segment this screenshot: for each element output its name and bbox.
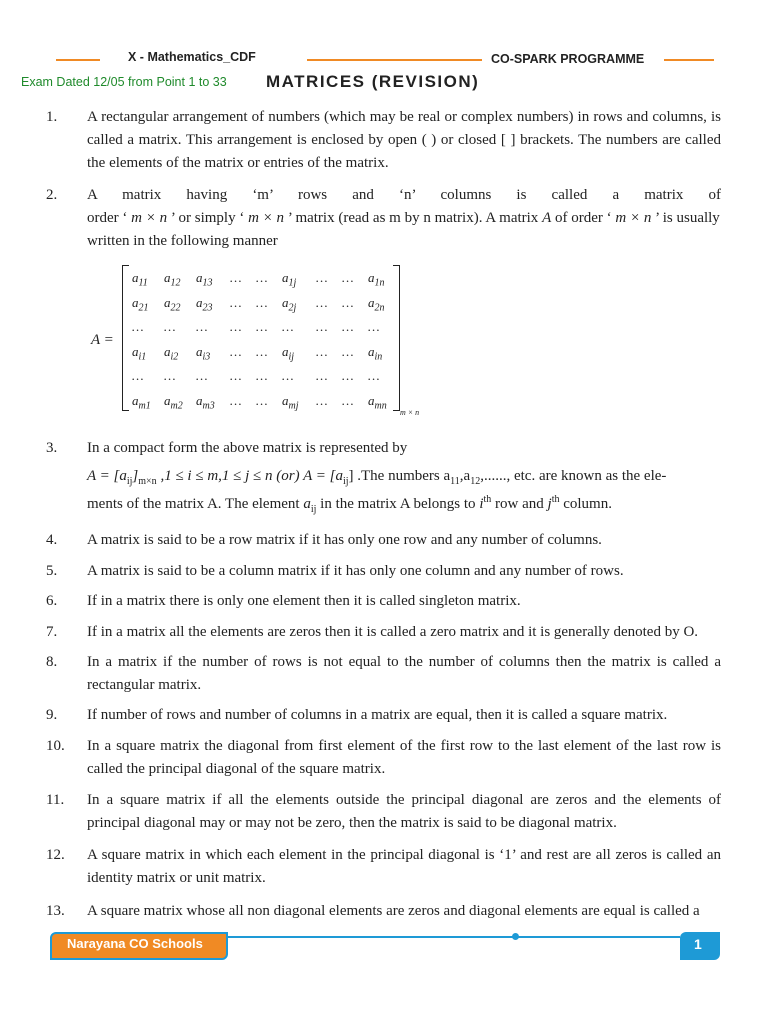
matrix-cell: …	[164, 368, 176, 383]
page-title: MATRICES (REVISION)	[266, 72, 480, 91]
matrix-cell: …	[230, 319, 242, 334]
matrix-cell: $a_{23}$	[196, 294, 213, 314]
matrix-cell: …	[342, 392, 354, 408]
matrix-cell: …	[256, 319, 268, 334]
matrix-cell: …	[230, 294, 242, 310]
matrix-bracket-left	[122, 265, 129, 411]
matrix-cell: …	[282, 368, 294, 383]
matrix-cell: …	[230, 392, 242, 408]
matrix-lhs: A =	[91, 332, 114, 348]
matrix-cell: …	[316, 319, 328, 334]
item-number: 5.	[46, 563, 58, 579]
matrix-cell: …	[196, 319, 208, 334]
matrix-row	[132, 368, 392, 392]
footer-label: Narayana CO Schools	[67, 936, 203, 951]
matrix-cell: $a_{m3}$	[196, 392, 215, 412]
matrix-cell: …	[316, 343, 328, 359]
header-rule-middle	[307, 59, 482, 61]
matrix-cell: $a_{i3}$	[196, 343, 211, 363]
page-footer	[0, 926, 768, 966]
item-text: In a square matrix if all the elements outside the principal diagonal are zeros and the elements of principal diagonal may or may not be zero, then the matrix is said to be diagonal matrix.	[87, 792, 721, 831]
matrix-cell: $a_{mj}$	[282, 392, 299, 412]
matrix-cell: $a_{m1}$	[132, 392, 151, 412]
item-line: A matrix having ‘m’ rows and ‘n’ columns is called a matrix of	[87, 187, 721, 203]
item-text: In a matrix if the number of rows is not equal to the number of columns then the matrix is called a rectangular matrix.	[87, 654, 721, 693]
matrix-cell: $a_{2j}$	[282, 294, 297, 314]
matrix-cell: …	[230, 343, 242, 359]
general-matrix	[88, 262, 428, 422]
item-number: 7.	[46, 624, 58, 640]
matrix-cell: $a_{11}$	[132, 270, 148, 289]
item-text: A square matrix whose all non diagonal elements are zeros and diagonal elements are equal is called a	[87, 903, 700, 919]
item-line: order ‘ m × n ’ or simply ‘ m × n ’ matrix (read as m by n matrix). A matrix A of order ‘ m × n ’ is usually	[87, 210, 720, 226]
matrix-cell: $a_{21}$	[132, 294, 149, 314]
footer-rule	[228, 936, 680, 938]
item-text: If number of rows and number of columns in a matrix are equal, then it is called a square matrix.	[87, 707, 668, 723]
matrix-cell: …	[132, 319, 144, 334]
matrix-cell: …	[342, 294, 354, 310]
matrix-cell: …	[196, 368, 208, 383]
item-number: 1.	[46, 109, 58, 125]
matrix-row	[132, 270, 392, 294]
item-number: 10.	[46, 738, 65, 754]
item-number: 6.	[46, 593, 58, 609]
matrix-cell: …	[342, 319, 354, 334]
matrix-bracket-right	[393, 265, 400, 411]
item-line: written in the following manner	[87, 233, 278, 249]
matrix-cell: …	[256, 294, 268, 310]
matrix-cell: $a_{m2}$	[164, 392, 183, 412]
item-number: 13.	[46, 903, 65, 919]
item-line: In a compact form the above matrix is represented by	[87, 440, 408, 456]
matrix-cell: $a_{in}$	[368, 343, 383, 363]
item-text: If in a matrix there is only one element then it is called singleton matrix.	[87, 593, 521, 609]
header-rule-right	[664, 59, 714, 61]
item-number: 3.	[46, 440, 58, 456]
item-number: 8.	[46, 654, 58, 670]
matrix-row	[132, 295, 392, 319]
matrix-cell: …	[342, 368, 354, 383]
item-text: In a square matrix the diagonal from first element of the first row to the last element of the last row is called the principal diagonal of the square matrix.	[87, 738, 721, 777]
matrix-cell: …	[256, 270, 268, 285]
header-programme: CO-SPARK PROGRAMME	[491, 52, 645, 66]
item-text	[87, 437, 721, 516]
header-rule-left	[56, 59, 100, 61]
item-text: A rectangular arrangement of numbers (which may be real or complex numbers) in rows and columns, is called a matrix. This arrangement is enclosed by open ( ) or closed [ ] brackets. The numbers are called the elements of the matrix or entries of the matrix.	[87, 109, 721, 171]
page-header	[0, 50, 768, 70]
page-number: 1	[694, 936, 702, 952]
item-line: ments of the matrix A. The element $a_{ij}$ in the matrix A belongs to $i^{th}$ row and $j^{th}$ column.	[87, 494, 612, 515]
matrix-cell: $a_{i2}$	[164, 343, 179, 363]
matrix-cell: …	[342, 270, 354, 285]
item-number: 2.	[46, 187, 58, 203]
item-text	[87, 184, 721, 253]
matrix-cell: $a_{22}$	[164, 294, 181, 314]
matrix-cell: …	[282, 319, 294, 334]
matrix-cell: $a_{mn}$	[368, 392, 387, 412]
item-line: $A = [a_{ij}]_{m\times n}$ ,1 ≤ i ≤ m,1 ≤ j ≤ n (or) $A = [a_{ij}]$ .The numbers $a_{11},a_{12}$,......, etc. are known as the ele-	[87, 468, 667, 487]
matrix-cell: $a_{1n}$	[368, 270, 385, 289]
matrix-cell: …	[230, 270, 242, 285]
matrix-cell: …	[316, 368, 328, 383]
item-number: 11.	[46, 792, 65, 808]
item-number: 4.	[46, 532, 58, 548]
matrix-cell: …	[368, 368, 380, 383]
matrix-row	[132, 393, 392, 417]
matrix-cell: $a_{1j}$	[282, 270, 297, 289]
matrix-cell: …	[256, 392, 268, 408]
matrix-row	[132, 319, 392, 343]
item-text: A matrix is said to be a column matrix if it has only one column and any number of rows.	[87, 563, 624, 579]
matrix-cell: $a_{2n}$	[368, 294, 385, 314]
item-text: If in a matrix all the elements are zeros then it is called a zero matrix and it is generally denoted by O.	[87, 624, 699, 640]
matrix-cell: …	[256, 343, 268, 359]
matrix-order: m × n	[400, 408, 420, 417]
matrix-cell: $a_{12}$	[164, 270, 181, 289]
matrix-cell: $a_{i1}$	[132, 343, 147, 363]
matrix-cell: …	[316, 270, 328, 285]
matrix-cell: …	[316, 294, 328, 310]
item-number: 12.	[46, 847, 65, 863]
matrix-cell: …	[342, 343, 354, 359]
matrix-cell: …	[132, 368, 144, 383]
matrix-cell: $a_{13}$	[196, 270, 213, 289]
exam-note: Exam Dated 12/05 from Point 1 to 33	[21, 75, 227, 89]
matrix-cell: …	[368, 319, 380, 334]
matrix-cell: …	[230, 368, 242, 383]
item-number: 9.	[46, 707, 58, 723]
matrix-cell: …	[164, 319, 176, 334]
item-text: A square matrix in which each element in the principal diagonal is ‘1’ and rest are all zeros is called an identity matrix or unit matrix.	[87, 847, 721, 886]
matrix-cell: $a_{ij}$	[282, 343, 295, 363]
item-text: A matrix is said to be a row matrix if it has only one row and any number of columns.	[87, 532, 602, 548]
matrix-cell: …	[316, 392, 328, 408]
footer-dot	[512, 933, 519, 940]
matrix-row	[132, 344, 392, 368]
matrix-cell: …	[256, 368, 268, 383]
header-subject: X - Mathematics_CDF	[128, 50, 256, 64]
